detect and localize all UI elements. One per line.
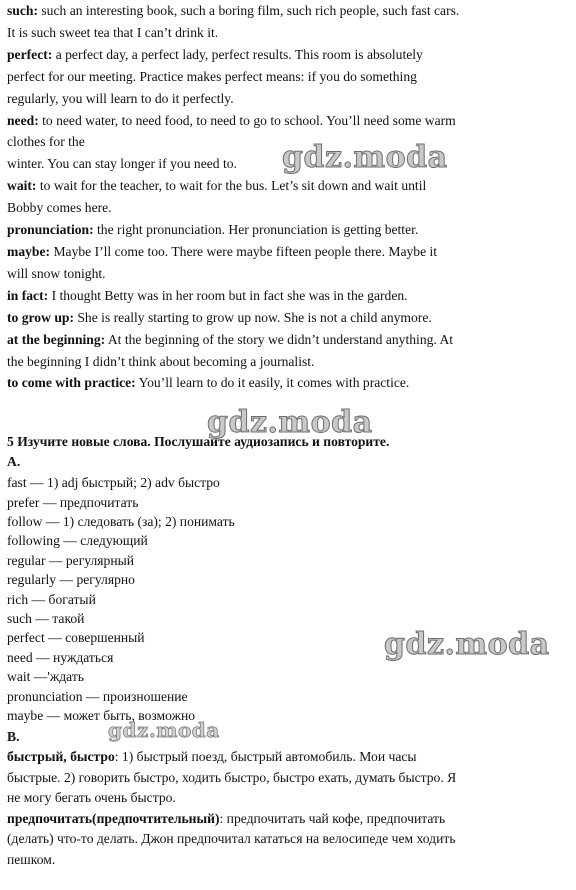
- entry-term: in fact:: [7, 287, 49, 303]
- russian-vocabulary: [7, 747, 569, 870]
- entry-text: to need water, to need food, to need to go to school. You’ll need some warm: [42, 112, 456, 128]
- entry-line: [7, 66, 569, 88]
- entry-text: perfect for our meeting. Practice makes perfect means: if you do something: [7, 68, 417, 84]
- entry-line: [7, 850, 569, 871]
- list-item: regularly — регулярно: [7, 572, 135, 588]
- entry-text: regularly, you will learn to do it perfectly.: [7, 90, 234, 106]
- entry-term: need:: [7, 112, 39, 128]
- list-item: perfect — совершенный: [7, 630, 145, 646]
- entry-text: : 1) быстрый поезд, быстрый автомобиль. Мои часы: [114, 749, 417, 765]
- entry-line: [7, 110, 569, 132]
- entry-line: [7, 0, 569, 22]
- word-list: [7, 473, 569, 725]
- exercise-heading: 5 Изучите новые слова. Послушайте аудиозапись и повторите.: [7, 434, 390, 450]
- entry-line: [7, 747, 569, 768]
- english-vocabulary: [7, 0, 569, 394]
- watermark: gdz.moda: [207, 405, 373, 440]
- entry-text: such an interesting book, such a boring film, such rich people, such fast cars.: [41, 3, 460, 18]
- entry-line: [7, 329, 569, 351]
- entry-term: pronunciation:: [7, 222, 94, 238]
- entry-term: to grow up:: [7, 309, 74, 325]
- list-item: follow — 1) следовать (за); 2) понимать: [7, 514, 235, 530]
- entry-line: [7, 351, 569, 373]
- list-item: fast — 1) adj быстрый; 2) adv быстро: [7, 475, 220, 491]
- list-item: rich — богатый: [7, 591, 96, 607]
- entry-term: to come with practice:: [7, 375, 136, 391]
- entry-text: Maybe I’ll come too. There were maybe fifteen people there. Maybe it: [53, 243, 438, 259]
- entry-text: быстрые. 2) говорить быстро, ходить быстро, быстро ехать, думать быстро. Я: [7, 769, 457, 785]
- section-a-label: A.: [7, 454, 21, 470]
- list-item: regular — регулярный: [7, 552, 135, 568]
- entry-line: [7, 44, 569, 66]
- entry-text: a perfect day, a perfect lady, perfect results. This room is absolutely: [55, 46, 423, 62]
- list-item: wait —'ждать: [7, 669, 84, 685]
- entry-line: [7, 175, 569, 197]
- entry-text: : предпочитать чай кофе, предпочитать: [219, 810, 446, 826]
- entry-line: [7, 768, 569, 789]
- entry-text: At the beginning of the story we didn’t understand anything. At: [107, 331, 454, 347]
- list-item: pronunciation — произношение: [7, 688, 188, 704]
- entry-line: [7, 88, 569, 110]
- entry-term: быстрый, быстро: [7, 749, 115, 765]
- entry-term: at the beginning:: [7, 331, 106, 347]
- entry-line: [7, 197, 569, 219]
- section-b-label: B.: [7, 728, 20, 744]
- list-item: need — нуждаться: [7, 649, 114, 665]
- list-item: following — следующий: [7, 533, 148, 549]
- list-item: maybe — может быть, возможно: [7, 708, 196, 724]
- entry-term: such:: [7, 3, 38, 18]
- entry-text: clothes for the: [7, 134, 85, 150]
- entry-line: [7, 219, 569, 241]
- entry-line: [7, 372, 569, 394]
- watermark: gdz.moda: [384, 627, 550, 662]
- entry-line: [7, 22, 569, 44]
- entry-text: It is such sweet tea that I can’t drink it.: [7, 24, 219, 40]
- entry-text: winter. You can stay longer if you need to.: [7, 156, 237, 172]
- entry-text: Bobby comes here.: [7, 200, 112, 216]
- entry-text: will snow tonight.: [7, 265, 106, 281]
- entry-term: wait:: [7, 178, 37, 194]
- list-item: prefer — предпочитать: [7, 494, 139, 510]
- entry-line: [7, 307, 569, 329]
- entry-text: She is really starting to grow up now. She is not a child anymore.: [77, 309, 432, 325]
- entry-line: [7, 263, 569, 285]
- entry-term: предпочитать(предпочтительный): [7, 810, 220, 826]
- entry-term: perfect:: [7, 46, 53, 62]
- entry-text: I thought Betty was in her room but in fact she was in the garden.: [51, 287, 408, 303]
- entry-line: [7, 285, 569, 307]
- entry-text: You’ll learn to do it easily, it comes with practice.: [138, 375, 410, 391]
- entry-line: [7, 241, 569, 263]
- entry-line: [7, 788, 569, 809]
- list-item: such — такой: [7, 611, 85, 627]
- entry-text: the right pronunciation. Her pronunciation is getting better.: [97, 222, 419, 238]
- entry-text: the beginning I didn’t think about becoming a journalist.: [7, 353, 315, 369]
- entry-text: пешком.: [7, 851, 56, 867]
- entry-text: (делать) что-то делать. Джон предпочитал кататься на велосипеде чем ходить: [7, 831, 456, 847]
- entry-term: maybe:: [7, 243, 51, 259]
- entry-text: to wait for the teacher, to wait for the bus. Let’s sit down and wait until: [39, 178, 427, 194]
- watermark: gdz.moda: [282, 140, 448, 175]
- entry-text: не могу бегать очень быстро.: [7, 790, 176, 806]
- entry-line: [7, 829, 569, 850]
- watermark: gdz.moda: [108, 718, 220, 742]
- entry-line: [7, 809, 569, 830]
